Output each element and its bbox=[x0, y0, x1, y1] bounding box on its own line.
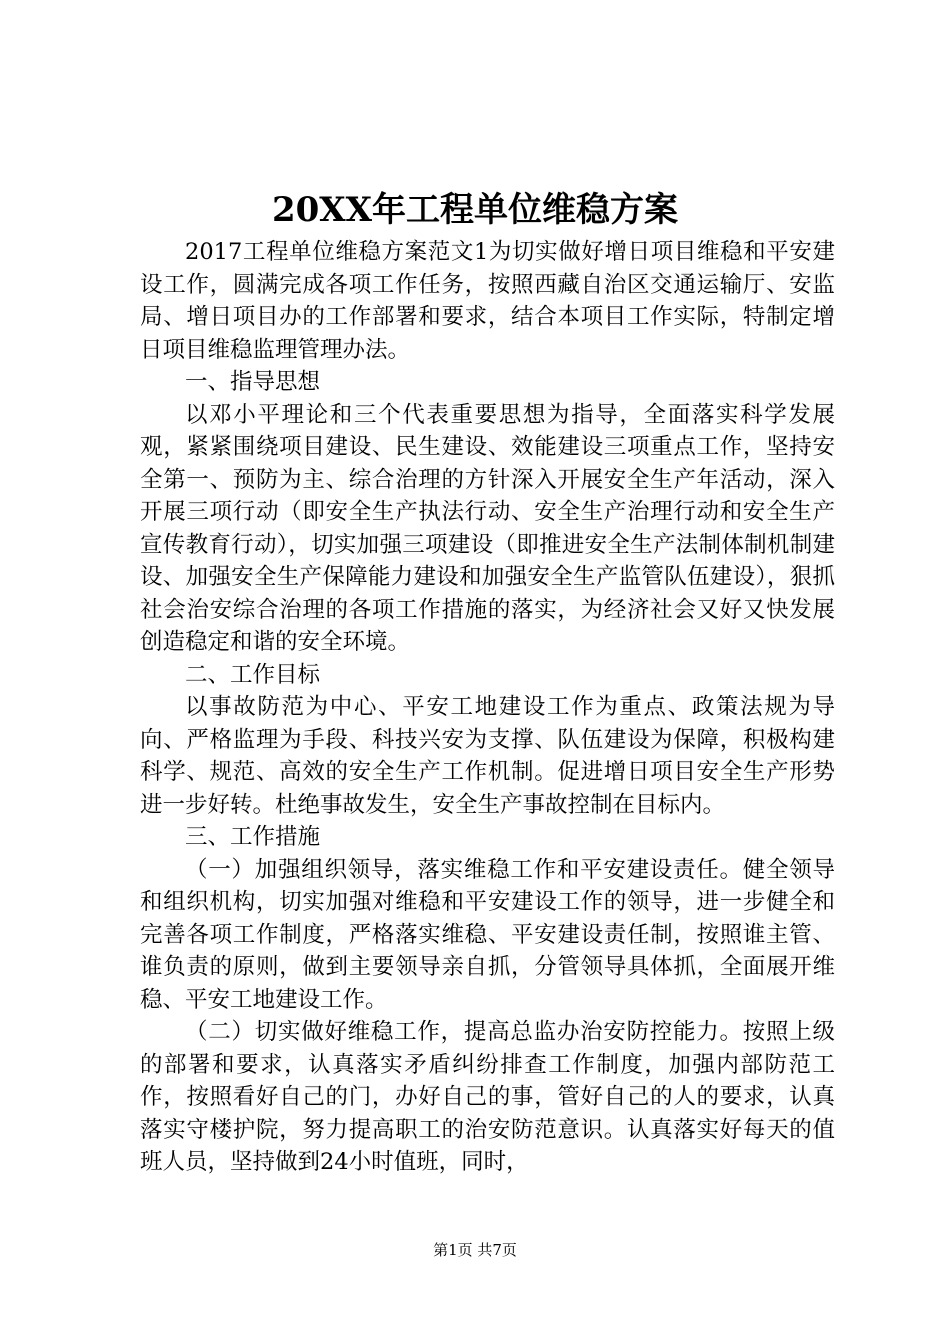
section-heading: 三、工作措施 bbox=[185, 824, 321, 850]
paragraph: （二）切实做好维稳工作，提高总监办治安防控能力。按照上级的部署和要求，认真落实矛盾纠纷排查工作制度，加强内部防范工作，按照看好自己的门，办好自己的事，管好自己的人的要求，认真落实守楼护院，努力提高职工的治安防范意识。认真落实好每天的值班人员，坚持做到24小时值班，同时， bbox=[140, 1019, 835, 1175]
page-footer: 第1页 共7页 bbox=[433, 1241, 517, 1259]
paragraph: （一）加强组织领导，落实维稳工作和平安建设责任。健全领导和组织机构，切实加强对维稳和平安建设工作的领导，进一步健全和完善各项工作制度，严格落实维稳、平安建设责任制，按照谁主管、谁负责的原则，做到主要领导亲自抓，分管领导具体抓，全面展开维稳、平安工地建设工作。 bbox=[140, 856, 835, 1013]
paragraph: 以事故防范为中心、平安工地建设工作为重点、政策法规为导向、严格监理为手段、科技兴安为支撑、队伍建设为保障，积极构建科学、规范、高效的安全生产工作机制。促进增日项目安全生产形势进一步好转。杜绝事故发生，安全生产事故控制在目标内。 bbox=[140, 694, 835, 818]
section-heading: 二、工作目标 bbox=[185, 661, 321, 688]
document-body bbox=[140, 236, 835, 1179]
paragraph: 2017工程单位维稳方案范文1为切实做好增日项目维稳和平安建设工作，圆满完成各项工作任务，按照西藏自治区交通运输厅、安监局、增日项目办的工作部署和要求，结合本项目工作实际，特制定增日项目维稳监理管理办法。 bbox=[140, 239, 835, 363]
paragraph: 以邓小平理论和三个代表重要思想为指导，全面落实科学发展观，紧紧围绕项目建设、民生建设、效能建设三项重点工作，坚持安全第一、预防为主、综合治理的方针深入开展安全生产年活动，深入开展三项行动（即安全生产执法行动、安全生产治理行动和安全生产宣传教育行动），切实加强三项建设（即推进安全生产法制体制机制建设、加强安全生产保障能力建设和加强安全生产监管队伍建设），狠抓社会治安综合治理的各项工作措施的落实，为经济社会又好又快发展创造稳定和谐的安全环境。 bbox=[140, 401, 835, 655]
section-heading: 一、指导思想 bbox=[185, 369, 321, 395]
document-title: 20XX年工程单位维稳方案 bbox=[271, 190, 679, 230]
